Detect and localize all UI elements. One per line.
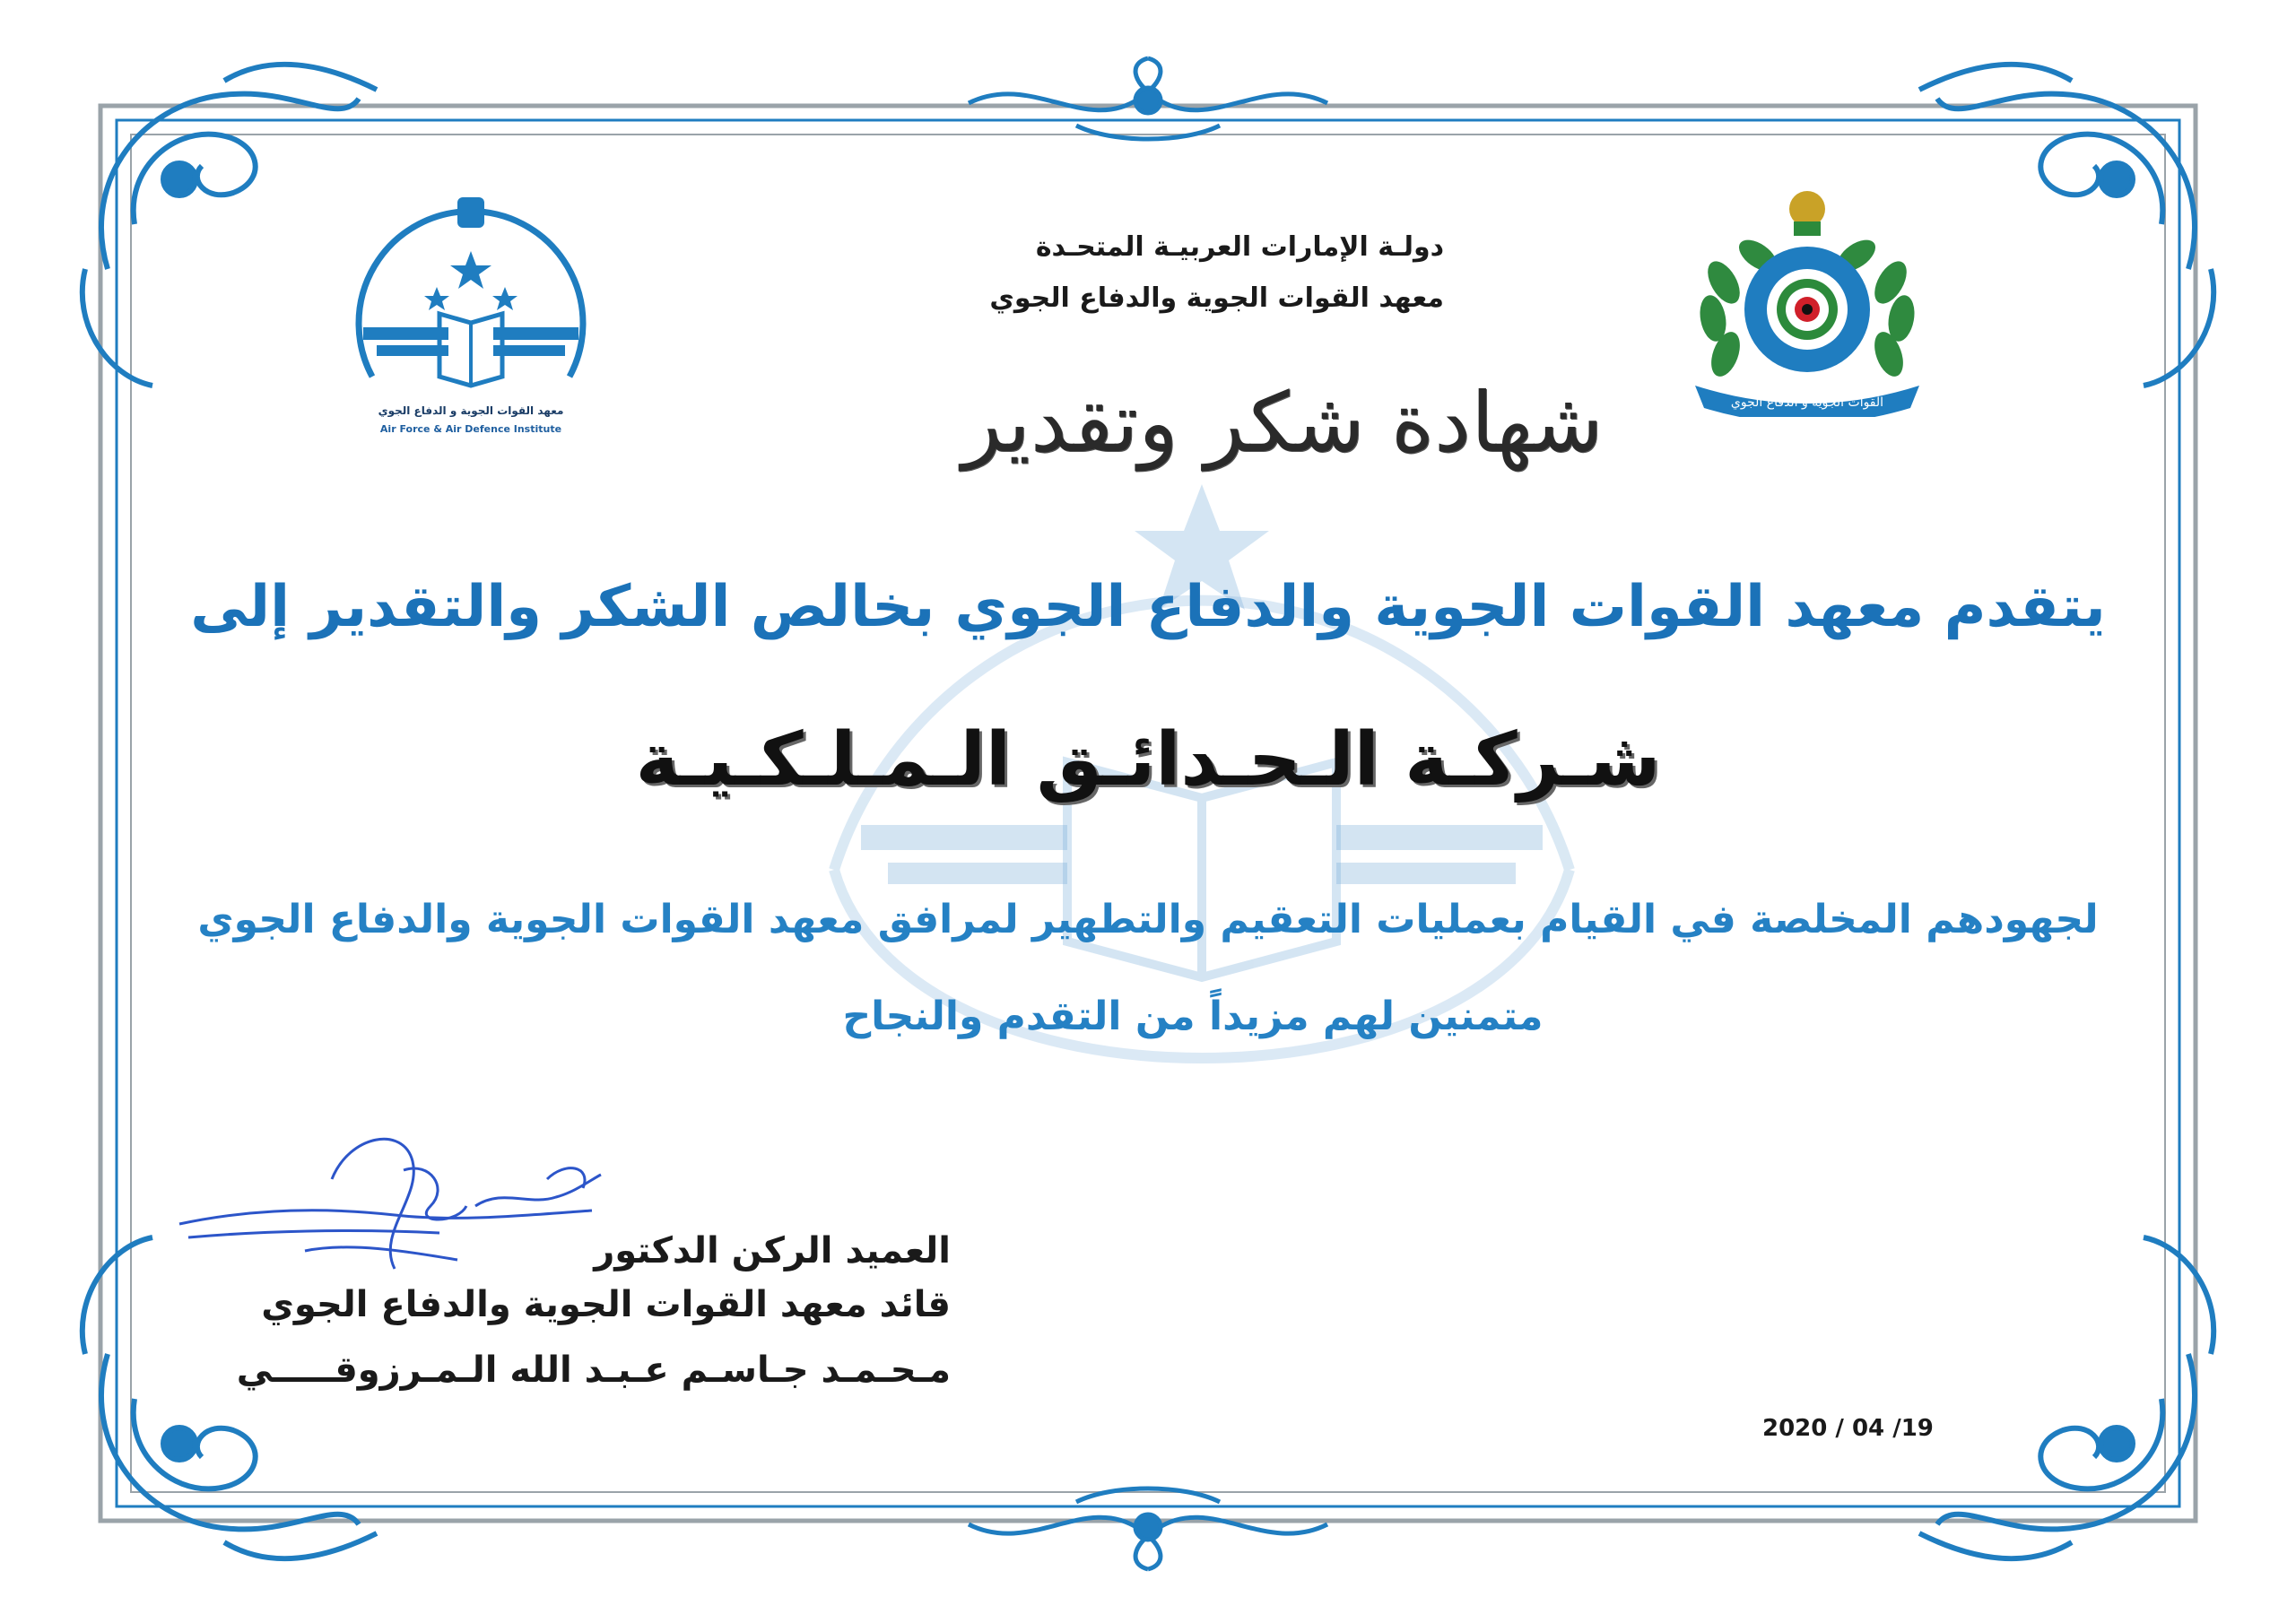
header-institute-name: معهد القوات الجوية والدفاع الجوي bbox=[989, 282, 1444, 314]
wish-line: متمنين لهم مزيداً من التقدم والنجاح bbox=[842, 994, 1544, 1039]
header-state-name: دولـة الإمارات العربيـة المتحـدة bbox=[1035, 231, 1444, 263]
logo-ribbon-caption: القوات الجوية و الدفاع الجوي bbox=[1730, 395, 1884, 410]
logo-caption-ar: معهد القوات الجوية و الدفاع الجوي bbox=[378, 404, 564, 417]
roundel-icon bbox=[1744, 247, 1870, 372]
issue-date: 2020 / 04 /19 bbox=[1762, 1415, 1934, 1442]
recipient-name: شـركـة الـحـدائـق الـمـلـكـيـة bbox=[635, 717, 1661, 803]
top-center-ornament bbox=[969, 58, 1327, 139]
presentation-line: يتقدم معهد القوات الجوية والدفاع الجوي بخالص الشكر والتقدير إلى bbox=[190, 574, 2106, 640]
logo-caption-en: Air Force & Air Defence Institute bbox=[379, 423, 562, 435]
signatory-position: قائد معهد القوات الجوية والدفاع الجوي bbox=[261, 1284, 951, 1325]
reason-line: لجهودهم المخلصة في القيام بعمليات التعقيم والتطهير لمرافق معهد القوات الجوية والدفاع الجوي bbox=[197, 897, 2099, 942]
bottom-center-ornament bbox=[969, 1488, 1327, 1569]
signatory-rank: العميد الركن الدكتور bbox=[594, 1230, 951, 1271]
corner-ornament-top-right bbox=[1919, 65, 2213, 386]
signature bbox=[170, 1125, 637, 1278]
falcon-crest-icon bbox=[1789, 191, 1825, 236]
logo-badge-icon bbox=[457, 197, 484, 228]
certificate-title: شهادة شكر وتقدير bbox=[961, 375, 1604, 471]
signatory-name: مـحـمـد جـاسـم عـبـد الله الـمـرزوقـــــي bbox=[236, 1350, 951, 1391]
corner-ornament-bottom-right bbox=[1919, 1237, 2213, 1558]
corner-ornament-top-left bbox=[83, 65, 377, 386]
stars-icon bbox=[424, 251, 517, 310]
